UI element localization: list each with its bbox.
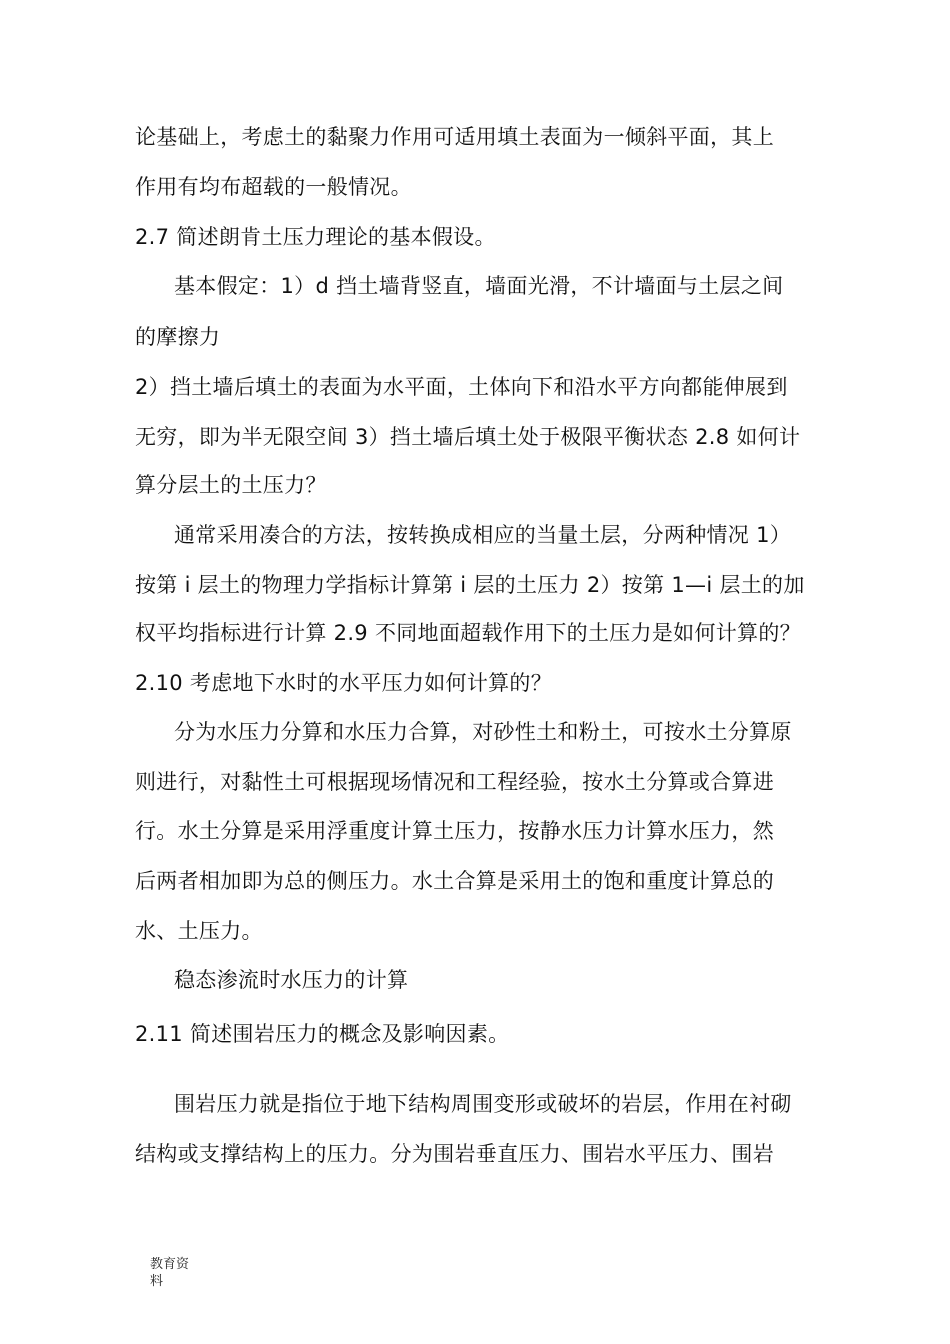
text-line-7: 无穷，即为半无限空间 3）挡土墙后填土处于极限平衡状态 2.8 如何计 xyxy=(135,425,801,449)
text-line-9: 通常采用凑合的方法，按转换成相应的当量土层，分两种情况 1） xyxy=(174,523,792,547)
text-line-8: 算分层土的土压力？ xyxy=(135,473,327,497)
text-line-21: 结构或支撑结构上的压力。分为围岩垂直压力、围岩水平压力、围岩 xyxy=(135,1142,774,1166)
text-line-10: 按第 i 层土的物理力学指标计算第 i 层的土压力 2）按第 1—i 层土的加 xyxy=(135,573,805,597)
text-line-14: 则进行，对黏性土可根据现场情况和工程经验，按水土分算或合算进 xyxy=(135,770,774,794)
text-line-4: 基本假定：1）d 挡土墙背竖直，墙面光滑，不计墙面与土层之间 xyxy=(174,274,784,298)
text-line-20: 围岩压力就是指位于地下结构周围变形或破坏的岩层，作用在衬砌 xyxy=(174,1092,792,1116)
text-line-5: 的摩擦力 xyxy=(135,325,221,349)
text-line-18: 稳态渗流时水压力的计算 xyxy=(174,968,409,992)
question-heading-2-11: 2.11 简述围岩压力的概念及影响因素。 xyxy=(135,1022,510,1046)
text-line-6: 2）挡土墙后填土的表面为水平面，土体向下和沿水平方向都能伸展到 xyxy=(135,375,788,399)
question-heading-2-10: 2.10 考虑地下水时的水平压力如何计算的？ xyxy=(135,671,553,695)
text-line-17: 水、土压力。 xyxy=(135,919,263,943)
text-line-2: 作用有均布超载的一般情况。 xyxy=(135,175,412,199)
text-line-11: 权平均指标进行计算 2.9 不同地面超载作用下的土压力是如何计算的？ xyxy=(135,621,801,645)
footer-line-1: 教育资 xyxy=(150,1257,190,1272)
question-heading-2-7: 2.7 简述朗肯土压力理论的基本假设。 xyxy=(135,225,496,249)
footer-line-2: 料 xyxy=(150,1274,164,1289)
text-line-16: 后两者相加即为总的侧压力。水土合算是采用土的饱和重度计算总的 xyxy=(135,869,774,893)
text-line-1: 论基础上，考虑土的黏聚力作用可适用填土表面为一倾斜平面，其上 xyxy=(135,125,774,149)
text-line-15: 行。水土分算是采用浮重度计算土压力，按静水压力计算水压力，然 xyxy=(135,819,774,843)
text-line-13: 分为水压力分算和水压力合算，对砂性土和粉土，可按水土分算原 xyxy=(174,720,792,744)
